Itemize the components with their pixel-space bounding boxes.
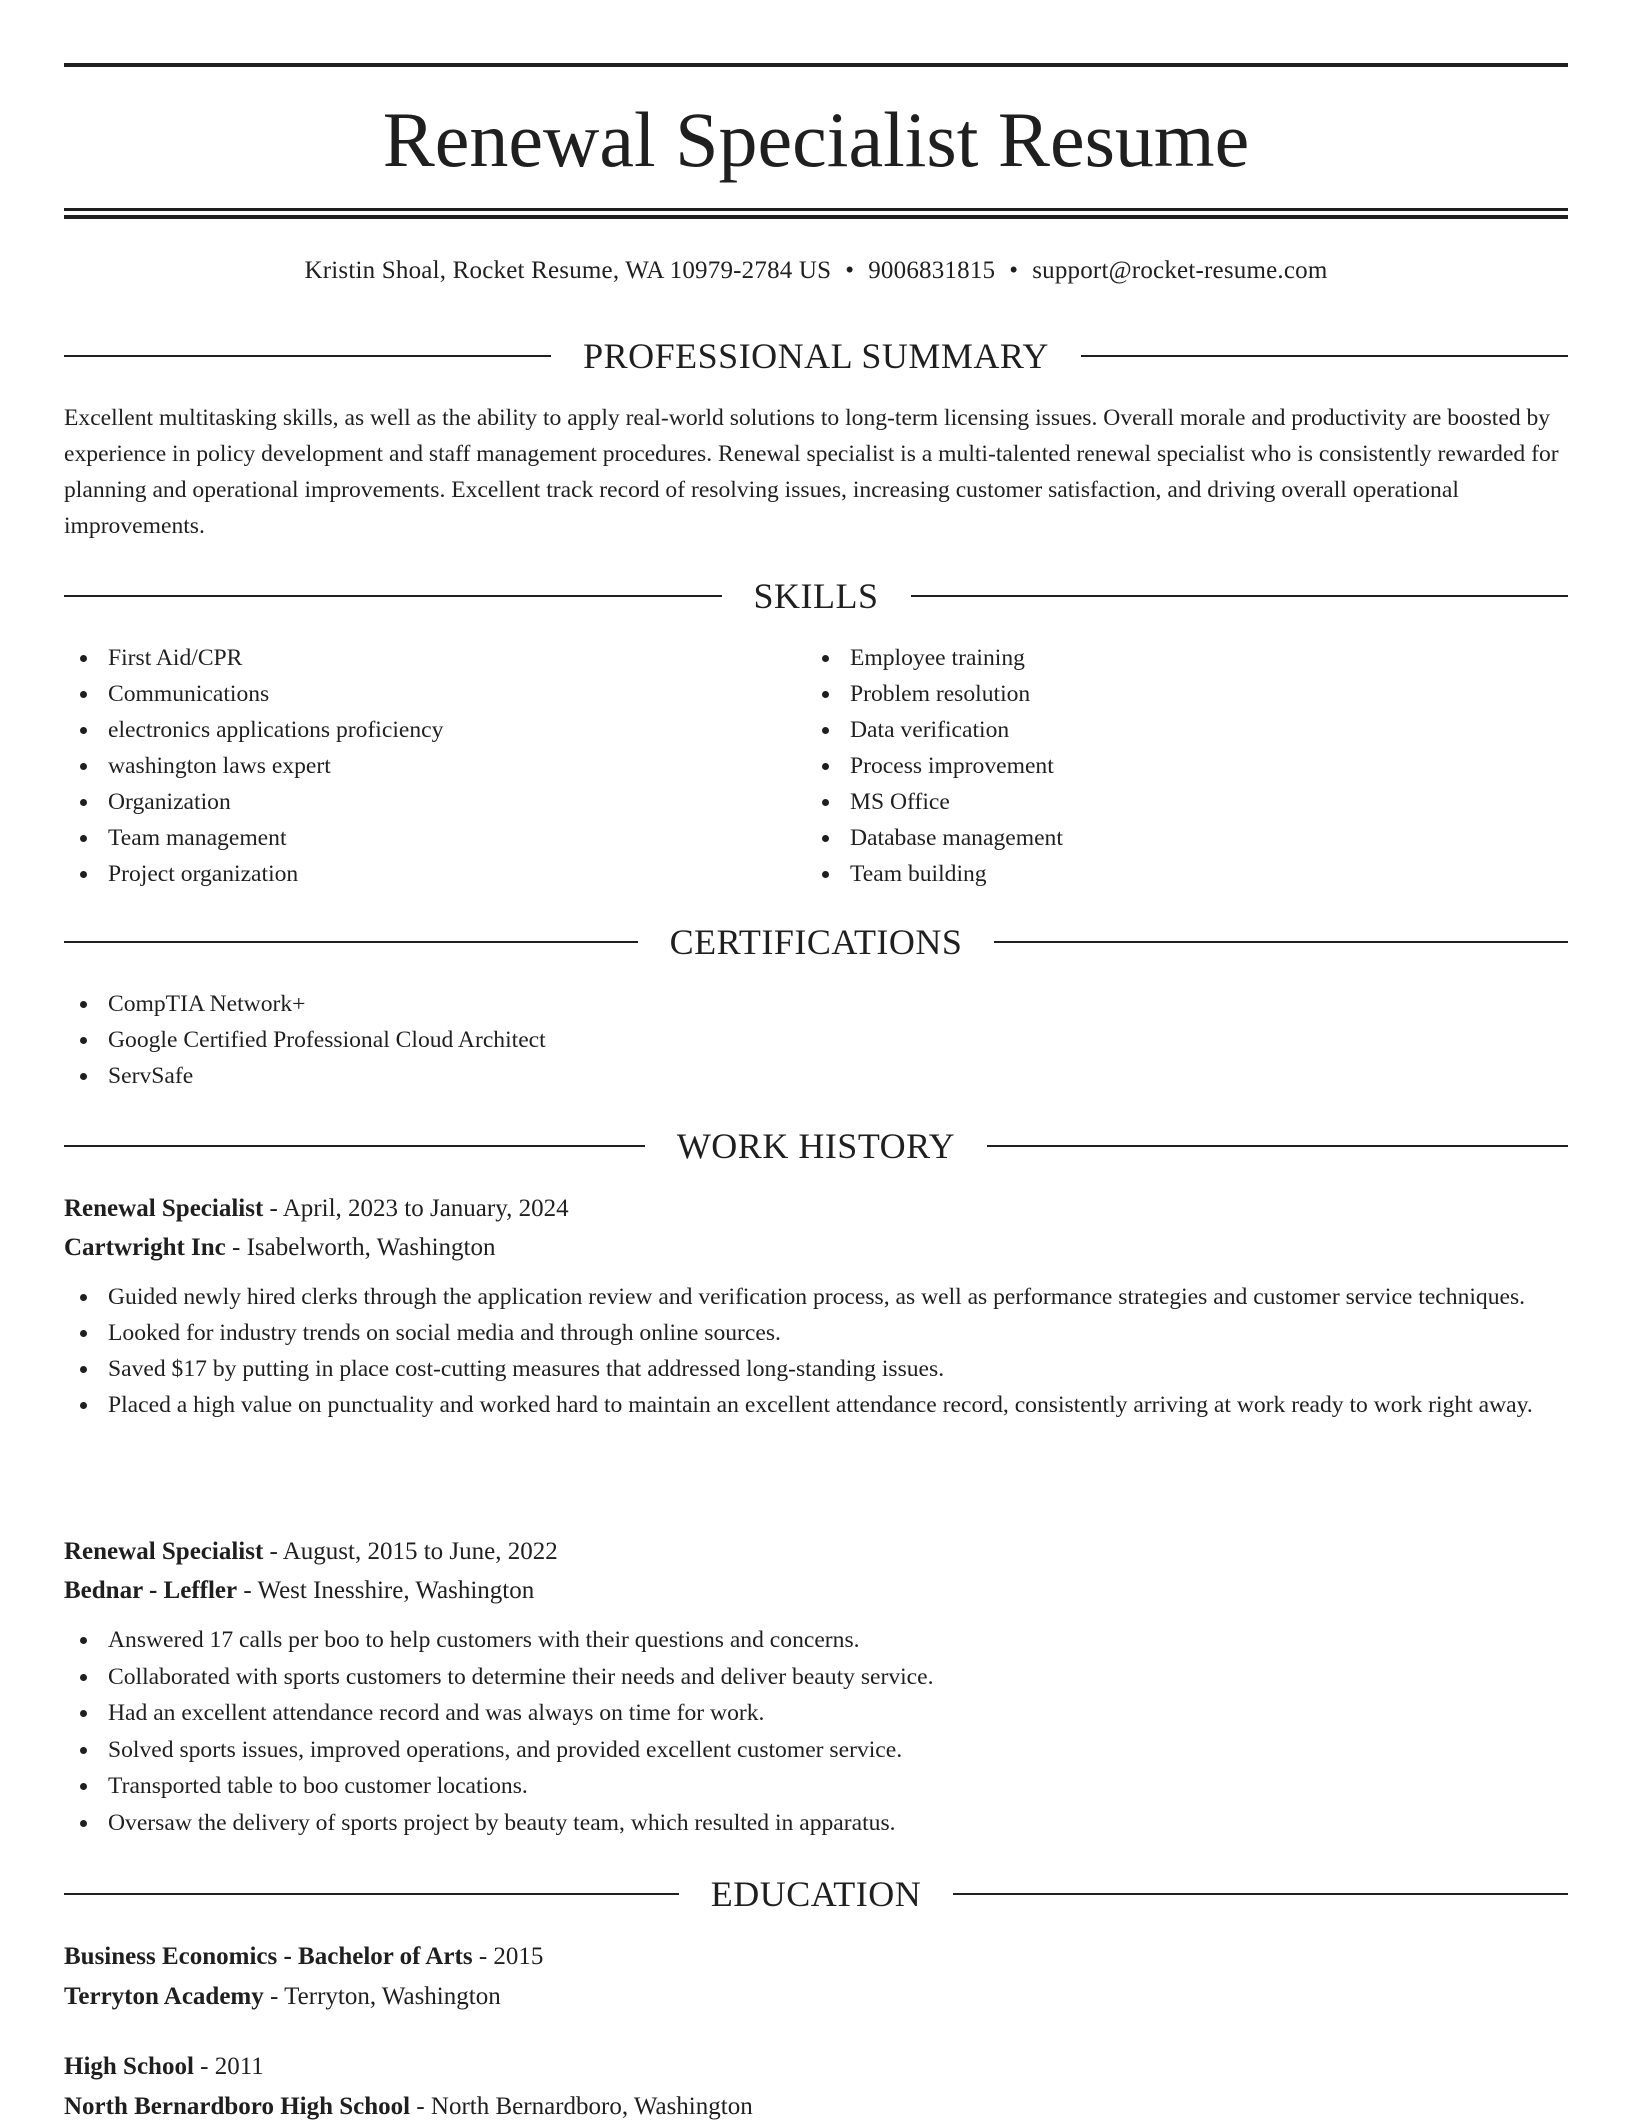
job-title: Renewal Specialist <box>64 1195 264 1222</box>
job-company-line <box>64 1571 1568 1610</box>
contact-separator: • <box>845 257 855 284</box>
summary-text: Excellent multitasking skills, as well as the ability to apply real-world solutions to long-term licensing issues. Overall morale and productivity are boosted by experience in policy development and staff management procedures. Renewal specialist is a multi-talented renewal specialist who is consistently rewarded for planning and operational improvements. Excellent track record of resolving issues, increasing customer satisfaction, and driving overall operational improvements. <box>64 405 1559 539</box>
section-heading-work <box>64 1124 1568 1168</box>
title-rule-lower <box>64 215 1568 219</box>
heading-rule <box>1081 355 1568 357</box>
job-title: Renewal Specialist <box>64 1538 264 1565</box>
degree-year: - 2015 <box>472 1943 544 1970</box>
job-bullet: Solved sports issues, improved operations, and provided excellent customer service. <box>64 1732 1568 1769</box>
contact-separator: • <box>1009 257 1019 284</box>
section-heading-summary <box>64 334 1568 378</box>
degree: Business Economics - Bachelor of Arts <box>64 1943 473 1970</box>
skill-item: Data verification <box>806 712 1566 748</box>
skill-item: First Aid/CPR <box>64 640 804 676</box>
school-location: - North Bernardboro, Washington <box>410 2093 753 2120</box>
section-title: SKILLS <box>753 576 879 616</box>
school: Terryton Academy <box>64 1983 264 2010</box>
job-dates: - April, 2023 to January, 2024 <box>263 1195 569 1222</box>
work-entry <box>64 1532 1568 1842</box>
education-entry <box>64 1937 1568 2017</box>
heading-rule <box>987 1145 1568 1147</box>
certification-item: CompTIA Network+ <box>64 986 1568 1022</box>
education-entry <box>64 2047 1568 2127</box>
skills-list-left <box>64 640 804 892</box>
job-location: - Isabelworth, Washington <box>225 1234 496 1261</box>
job-bullet: Saved $17 by putting in place cost-cutting measures that addressed long-standing issues. <box>64 1351 1568 1387</box>
job-bullet: Answered 17 calls per boo to help customers with their questions and concerns. <box>64 1622 1568 1659</box>
skill-item: Team management <box>64 820 804 856</box>
heading-rule <box>64 595 722 597</box>
degree: High School <box>64 2053 194 2080</box>
school-line <box>64 1977 1568 2017</box>
certifications-list <box>64 986 1568 1094</box>
skill-item: electronics applications proficiency <box>64 712 804 748</box>
contact-line <box>64 254 1568 288</box>
job-company: Bednar - Leffler <box>64 1577 238 1604</box>
page-title: Renewal Specialist Resume <box>382 96 1250 183</box>
job-bullet: Placed a high value on punctuality and worked hard to maintain an excellent attendance record, consistently arriving at work ready to work right away. <box>64 1387 1568 1423</box>
section-title: WORK HISTORY <box>676 1126 956 1166</box>
school-location: - Terryton, Washington <box>263 1983 501 2010</box>
certification-item: ServSafe <box>64 1058 1568 1094</box>
degree-line <box>64 2047 1568 2087</box>
skill-item: Process improvement <box>806 748 1566 784</box>
contact-phone: 9006831815 <box>868 257 996 284</box>
job-bullet: Collaborated with sports customers to determine their needs and deliver beauty service. <box>64 1659 1568 1696</box>
degree-year: - 2011 <box>193 2053 264 2080</box>
job-bullets <box>64 1622 1568 1842</box>
top-rule <box>64 63 1568 67</box>
section-heading-skills <box>64 574 1568 618</box>
job-title-line <box>64 1189 1568 1228</box>
section-title: PROFESSIONAL SUMMARY <box>583 336 1049 376</box>
skill-item: Problem resolution <box>806 676 1566 712</box>
skill-item: Team building <box>806 856 1566 892</box>
section-heading-education <box>64 1872 1568 1916</box>
skill-item: Communications <box>64 676 804 712</box>
heading-rule <box>64 1893 679 1895</box>
job-company: Cartwright Inc <box>64 1234 226 1261</box>
skill-item: Organization <box>64 784 804 820</box>
heading-rule <box>64 1145 645 1147</box>
skill-item: Employee training <box>806 640 1566 676</box>
job-company-line <box>64 1228 1568 1267</box>
heading-rule <box>953 1893 1568 1895</box>
contact-email: support@rocket-resume.com <box>1032 257 1328 284</box>
certification-item: Google Certified Professional Cloud Architect <box>64 1022 1568 1058</box>
skill-item: MS Office <box>806 784 1566 820</box>
title-rule-upper <box>64 208 1568 211</box>
skill-item: Database management <box>806 820 1566 856</box>
job-bullet: Had an excellent attendance record and was always on time for work. <box>64 1695 1568 1732</box>
heading-rule <box>64 941 638 943</box>
school: North Bernardboro High School <box>64 2093 411 2120</box>
school-line <box>64 2087 1568 2127</box>
section-heading-certifications <box>64 920 1568 964</box>
job-bullet: Transported table to boo customer locations. <box>64 1768 1568 1805</box>
skill-item: washington laws expert <box>64 748 804 784</box>
skills-list-right <box>806 640 1566 892</box>
job-bullet: Looked for industry trends on social media and through online sources. <box>64 1315 1568 1351</box>
job-bullet: Guided newly hired clerks through the application review and verification process, as well as performance strategies and customer service techniques. <box>64 1279 1568 1315</box>
job-title-line <box>64 1532 1568 1571</box>
job-location: - West Inesshire, Washington <box>237 1577 535 1604</box>
degree-line <box>64 1937 1568 1977</box>
heading-rule <box>911 595 1569 597</box>
skill-item: Project organization <box>64 856 804 892</box>
contact-address: Kristin Shoal, Rocket Resume, WA 10979-2784 US <box>304 257 832 284</box>
job-dates: - August, 2015 to June, 2022 <box>263 1538 558 1565</box>
section-title: CERTIFICATIONS <box>669 922 963 962</box>
heading-rule <box>64 355 551 357</box>
work-entry <box>64 1189 1568 1423</box>
job-bullets <box>64 1279 1568 1423</box>
heading-rule <box>994 941 1568 943</box>
section-title: EDUCATION <box>710 1874 922 1914</box>
job-bullet: Oversaw the delivery of sports project by beauty team, which resulted in apparatus. <box>64 1805 1568 1842</box>
